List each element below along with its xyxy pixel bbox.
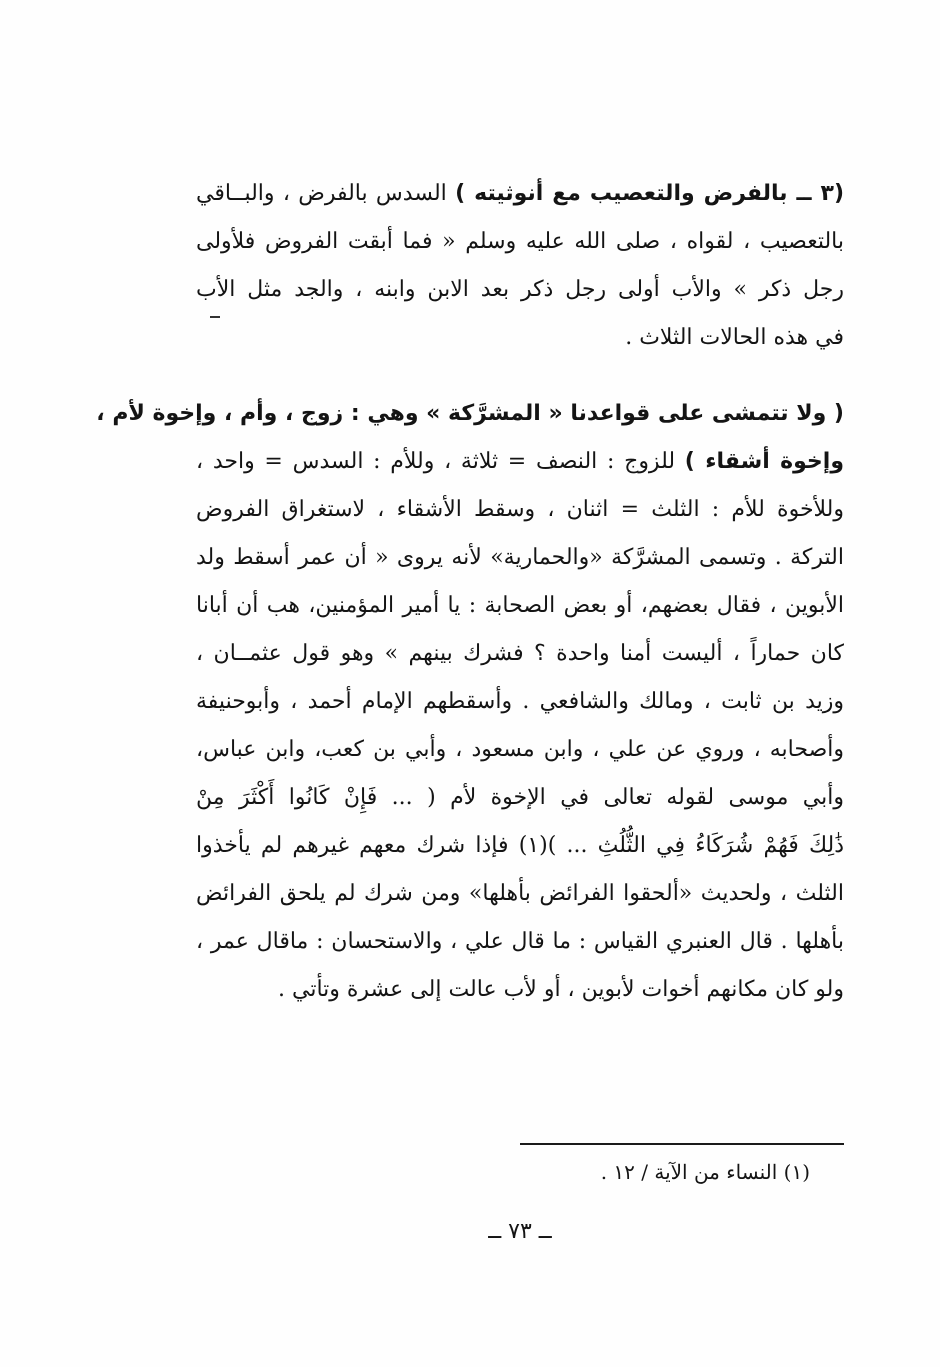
text-line: الأبوين ، فقال بعضهم، أو بعض الصحابة : يا أمير المؤمنين، هب أن أبانا (196, 593, 844, 618)
text-line: بالتعصيب ، لقواه ، صلى الله عليه وسلم « فما أبقت الفروض فلأولى (196, 229, 844, 254)
text-line: وأصحابه ، وروي عن علي ، وابن مسعود ، وأبي بن كعب، وابن عباس، (196, 737, 844, 762)
main-text (96, 170, 845, 1014)
text-line: كان حماراً ، أليست أمنا واحدة ؟ فشرك بينهم » وهو قول عثمــان ، (196, 641, 844, 666)
text-line (196, 170, 844, 218)
text-line: التركة . وتسمى المشرَّكة «والحمارية» لأنه يروى « أن عمر أسقط ولد (196, 545, 844, 570)
heading-inline: وإخوة أشقاء ) (684, 449, 844, 474)
text-line: وزيد بن ثابت ، ومالك والشافعي . وأسقطهم الإمام أحمد ، وأبوحنيفة (196, 689, 844, 714)
footnote-divider (520, 1143, 844, 1145)
text-line: ولو كان مكانهم أخوات لأبوين ، أو لأب عالت إلى عشرة وتأتي . (278, 977, 844, 1002)
text-line: وللأخوة للأم : الثلث = اثنان ، وسقط الأشقاء ، لاستغراق الفروض (196, 497, 844, 522)
footnote: (١) النساء من الآية / ١٢ . (600, 1160, 810, 1184)
heading-inline: (٣ ــ بالفرض والتعصيب مع أنوثيته ) (455, 181, 845, 206)
text-line: الثلث ، ولحديث «ألحقوا الفرائض بأهلها» ومن شرك لم يلحق الفرائض (196, 881, 844, 906)
print-speck (210, 316, 220, 318)
heading-line: ( ولا تتمشى على قواعدنا « المشرَّكة » وهي : زوج ، وأم ، وإخوة لأم ، (96, 401, 844, 426)
text-line: ذَٰلِكَ فَهُمْ شُرَكَاءُ فِي الثُّلُثِ ... )(١) فإذا شرك معهم غيرهم لم يأخذوا (196, 833, 845, 858)
text-span: السدس بالفرض ، والبــاقي (196, 181, 456, 206)
paragraph-gap (196, 362, 844, 390)
text-span: للزوج : النصف = ثلاثة ، وللأم : السدس = واحد ، (196, 449, 685, 474)
text-line: وأبي موسى لقوله تعالى في الإخوة لأم ( ... فَإِنْ كَانُوا أَكْثَرَ مِنْ (196, 785, 844, 810)
text-line (196, 438, 844, 486)
text-line: في هذه الحالات الثلاث . (625, 325, 844, 350)
text-line: بأهلها . قال العنبري القياس : ما قال علي ، والاستحسان : ماقال عمر ، (196, 929, 844, 954)
page-number: ــ ٧٣ ــ (488, 1219, 552, 1244)
text-line: رجل ذكر » والأب أولى رجل ذكر بعد الابن وابنه ، والجد مثل الأب (196, 277, 844, 302)
